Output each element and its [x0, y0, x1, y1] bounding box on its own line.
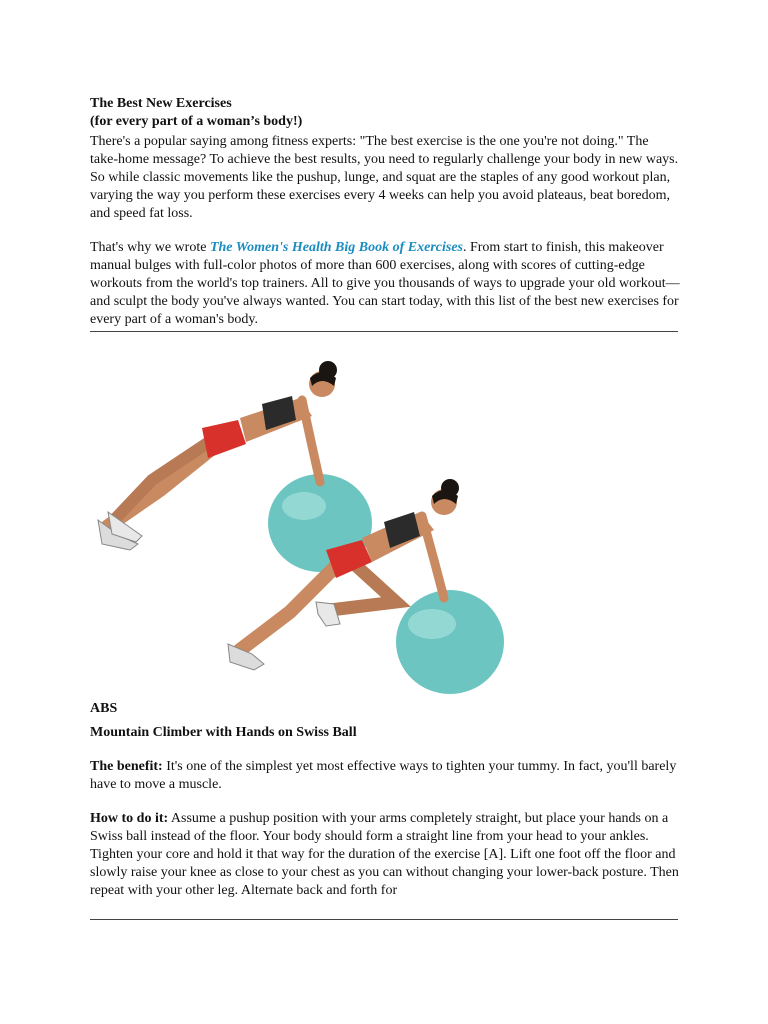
paragraph-gap — [90, 742, 680, 758]
shorts-a — [202, 420, 246, 458]
section-divider — [90, 331, 678, 332]
ball-highlight-a — [282, 492, 326, 520]
howto-text: Assume a pushup position with your arms completely straight, but place your hands on a Swiss ball instead of the floor. Your body should form a straight line from your head to your ankles. Tighten your core and hold it that way for the duration of the exercise [A]. Lift one foot off the floor and slowly raise your knee as close to your chest as you can without changing your lower-back posture. Then repeat with your other leg. Alternate back and forth for — [90, 811, 679, 898]
second-paragraph-rest: . From start to finish, this makeover manual bulges with full-color photos of more than 600 exercises, along with scores of cutting-edge workouts from the world's top trainers. All to give you thousands of ways to upgrade your old workout—and sculpt the body you've always wanted. You can start today, with this list of the best new exercises for every part of a woman's body. — [90, 240, 680, 327]
exercise-figure-svg — [90, 340, 678, 700]
benefit-text: It's one of the simplest yet most effective ways to tighten your tummy. In fact, you'll barely have to move a muscle. — [90, 759, 677, 792]
second-paragraph-lead: That's why we wrote — [90, 240, 210, 255]
paragraph-gap — [90, 794, 680, 810]
paragraph-gap — [90, 223, 680, 239]
arm-a — [302, 400, 320, 482]
intro-paragraph: There's a popular saying among fitness experts: "The best exercise is the one you're not doing." The take-home message? To achieve the best results, you need to regularly challenge your body in new ways. So while classic movements like the pushup, lunge, and squat are the staples of any good workout plan, varying the way you perform these exercises every 4 weeks can help you avoid plateaus, beat boredom, and speed fat loss. — [90, 134, 679, 221]
arm-b — [422, 516, 444, 598]
page-bottom-divider — [90, 919, 678, 920]
book-title-link[interactable]: The Women's Health Big Book of Exercises — [209, 240, 463, 255]
sports-bra-a — [262, 396, 296, 430]
second-paragraph — [90, 239, 680, 329]
article-subtitle: (for every part of a woman’s body!) — [90, 114, 303, 129]
article-title: The Best New Exercises — [90, 96, 232, 111]
document-page — [90, 95, 680, 900]
howto-label: How to do it: — [90, 811, 169, 826]
section-heading: ABS — [90, 701, 118, 716]
benefit-label: The benefit: — [90, 759, 163, 774]
ball-highlight-b — [408, 609, 456, 639]
swiss-ball-b — [396, 590, 504, 694]
benefit-paragraph — [90, 758, 680, 794]
exercise-name: Mountain Climber with Hands on Swiss Ball — [90, 725, 357, 740]
position-a-figure — [98, 361, 372, 572]
exercise-illustration — [90, 340, 678, 700]
howto-paragraph — [90, 810, 680, 900]
leg-front-a — [116, 436, 218, 518]
sports-bra-b — [384, 512, 420, 548]
